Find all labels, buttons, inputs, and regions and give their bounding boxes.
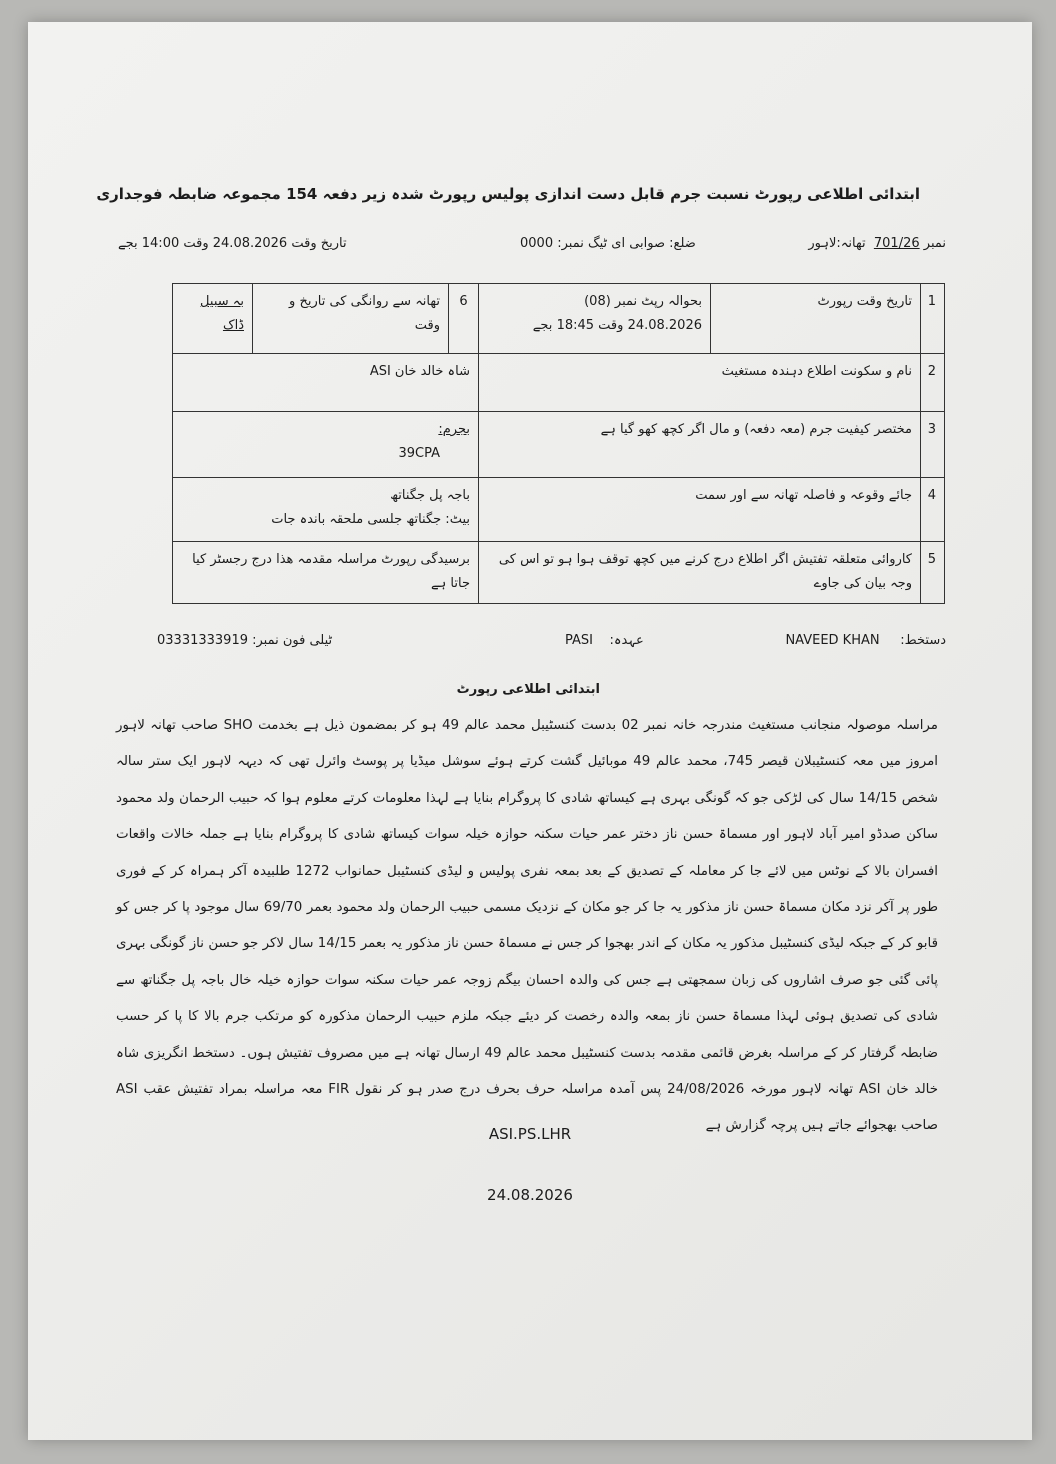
row-number: 5 — [921, 542, 945, 604]
phone-block — [157, 633, 332, 648]
signature-block — [785, 633, 946, 648]
rank-label: عہدہ: — [609, 633, 644, 648]
fir-title: ابتدائی اطلاعی رپورٹ نسبت جرم قابل دست اندازی پولیس رپورٹ شدہ زیر دفعہ 154 مجموعہ ضابطہ فوجداری — [96, 185, 920, 203]
signature-label: دستخط: — [900, 633, 946, 648]
fir-form-table — [172, 283, 945, 604]
district-value: 0000 — [520, 236, 554, 251]
row-value — [479, 284, 711, 354]
rank-block — [565, 633, 644, 648]
row-label-6: تھانہ سے روانگی کی تاریخ و وقت — [253, 284, 449, 354]
row-number-6: 6 — [449, 284, 479, 354]
row-number: 3 — [921, 412, 945, 478]
form-row-2 — [173, 354, 945, 412]
dispatch-mode-value: بہ سبیل ڈاک — [200, 294, 244, 333]
row-label: مختصر کیفیت جرم (معہ دفعہ) و مال اگر کچھ کھو گیا ہے — [479, 412, 921, 478]
district-info — [520, 236, 696, 251]
row-label: نام و سکونت اطلاع دہندہ مستغیث — [479, 354, 921, 412]
row-number: 2 — [921, 354, 945, 412]
occurrence-beat: بیٹ: جگناتھ جلسی ملحقہ باندہ جات — [271, 512, 470, 527]
offence-section: 39CPA — [398, 446, 440, 461]
dispatch-mode — [173, 284, 253, 354]
district-label: ضلع: صوابی ای ٹیگ نمبر: — [557, 236, 696, 251]
phone-value: 03331333919 — [157, 633, 248, 648]
report-body: مراسلہ موصولہ منجانب مستغیث مندرجہ خانہ نمبر 02 بدست کنسٹیبل محمد عالم 49 ہو کر بمضمون ذیل ہے بخدمت SHO صاحب تھانہ لاہور امروز میں معہ کنسٹیبلان قیصر 745، محمد عالم 49 موبائیل گشت کرتے ہوئے سوشل میڈیا پر پوسٹ وائرل تھی کہ دیہہ لاہور ایک ستر سالہ شخص 14/15 سال کی لڑکی جو کہ گونگی بہری ہے کیساتھ شادی کا پروگرام بنایا ہے لہذا معلومات کرتے معلوم ہوا کہ حبیب الرحمان ولد محمود ساکن صدڈو امیر آباد لاہور اور مسماۃ حسن ناز دختر عمر حیات سکنہ حوازہ خیلہ سوات کیساتھ شادی کا پروگرام بنایا ہے جملہ خالات واقعات افسران بالا کے نوٹس میں لائے جا کر معاملہ کے تصدیق کے بعد بمعہ نفری پولیس و لیڈی کنسٹیبل حمانواب 1272 طلبیدہ آکر ہمراہ کر کے فوری طور پر آکر نزد مکان مسماۃ حسن ناز مذکور یہ جا کر جو مکان کے نزدیک مسمی حبیب الرحمان ولد محمود بعمر 69/70 سال موجود پا کر جس کو قابو کر کے جبکہ لیڈی کنسٹیبل مذکور یہ مکان کے اندر بھجوا کر جس نے مسماۃ حسن ناز مذکور یہ بعمر 14/15 سال لاکر جو حسن ناز گونگی بہری پائی گئی جو صرف اشاروں کی زبان سمجھتی ہے جس کی والدہ احسان بیگم زوجہ عمر حیات سکنہ سوات حوازہ خیلہ خال باجہ پل جگناتھ سے شادی کی تصدیق ہوئی لہذا مسماۃ حسن ناز بمعہ والدہ رخصت کر دیئے جبکہ ملزم حبیب الرحمان مذکورہ کو مرتکب جرم بالا کا پا کر حسب ضابطہ گرفتار کر کے مراسلہ بغرض قائمی مقدمہ بدست کنسٹیبل محمد عالم 49 ارسال تھانہ ہے میں مصروف تفتیش ہوں۔ دستخط انگریزی شاہ خالد خان ASI تھانہ لاہور مورخہ 24/08/2026 پس آمدہ مراسلہ حرف بحرف درج صدر ہو کر نقول FIR معہ مراسلہ بمراد تفتیش عقب ASI صاحب بھجوائے جاتے ہیں پرچہ گزارش ہے — [116, 718, 939, 1134]
fir-number — [808, 236, 946, 251]
fir-number-label: نمبر — [923, 236, 946, 251]
form-row-1 — [173, 284, 945, 354]
report-date: 24.08.2026 — [487, 1186, 573, 1204]
informant-name: شاہ خالد خان ASI — [173, 354, 479, 412]
action-taken: برسیدگی رپورٹ مراسلہ مقدمہ ھذا درج رجسٹر کیا جاتا ہے — [173, 542, 479, 604]
phone-label: ٹیلی فون نمبر: — [252, 633, 333, 648]
report-datetime: تاریخ وقت 24.08.2026 وقت 14:00 بجے — [118, 236, 347, 251]
officer-designation: ASI.PS.LHR — [488, 1125, 572, 1143]
form-row-5 — [173, 542, 945, 604]
form-row-4 — [173, 478, 945, 542]
occurrence-location: باجہ پل جگناتھ — [390, 488, 470, 503]
row-label: کاروائی متعلقہ تفتیش اگر اطلاع درج کرنے میں کچھ توقف ہوا ہو تو اس کی وجہ بیان کی جاوے — [479, 542, 921, 604]
offence-label: بجرم: — [438, 422, 470, 437]
occurrence-place — [173, 478, 479, 542]
report-reference-datetime: 24.08.2026 وقت 18:45 بجے — [532, 318, 702, 333]
row-label: جائے وقوعہ و فاصلہ تھانہ سے اور سمت — [479, 478, 921, 542]
police-station: تھانہ:لاہور — [808, 236, 866, 251]
form-row-3 — [173, 412, 945, 478]
row-label: تاریخ وقت رپورٹ — [711, 284, 921, 354]
row-number: 4 — [921, 478, 945, 542]
report-title: ابتدائی اطلاعی رپورٹ — [456, 682, 600, 697]
report-reference: بحوالہ رپٹ نمبر (08) — [584, 294, 702, 309]
offence-details — [173, 412, 479, 478]
signature-name: NAVEED KHAN — [785, 633, 880, 648]
rank-value: PASI — [565, 633, 593, 648]
row-number: 1 — [921, 284, 945, 354]
fir-number-value: 701/26 — [873, 236, 920, 251]
